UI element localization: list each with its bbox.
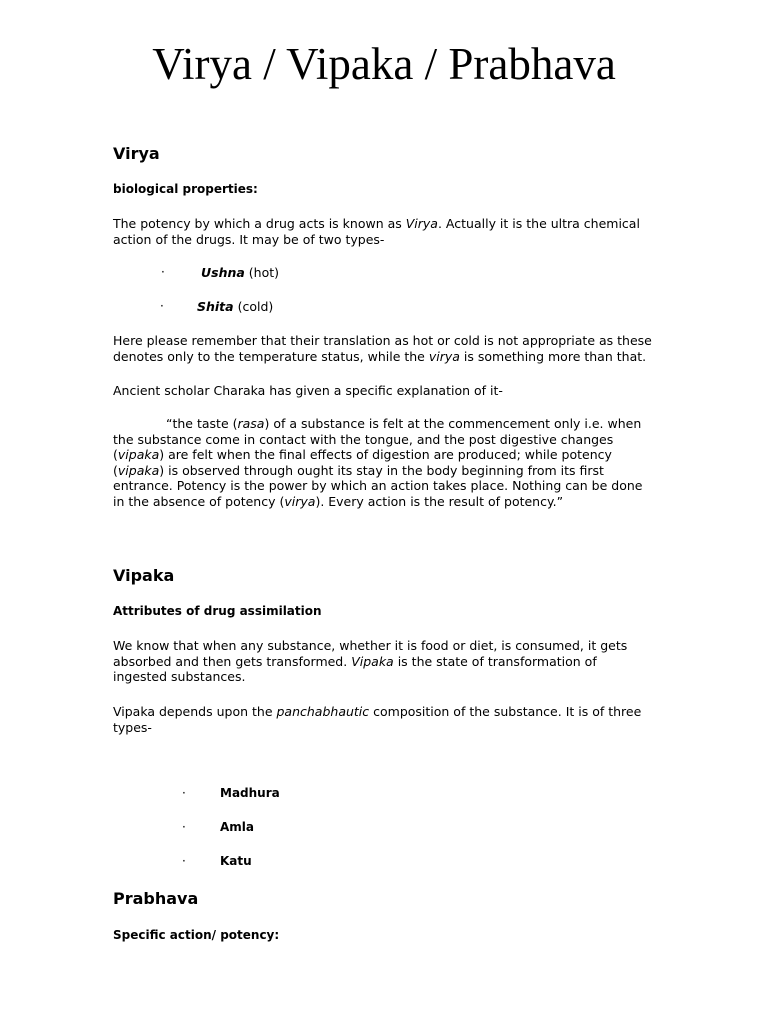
bullet-item-amla: Amla [220,820,255,834]
bullet-dot: · [160,299,164,313]
bullet-dot: · [182,786,186,800]
section-heading-virya: Virya [113,144,160,163]
paragraph-charaka-intro: Ancient scholar Charaka has given a specific explanation of it- [113,383,503,398]
bullet-item-shita: Shita (cold) [197,299,274,314]
paragraph-translation-note: Here please remember that their translation as hot or cold is not appropriate as these denotes only to the temperature status, while the virya is something more than that. [113,333,652,364]
paragraph-vipaka-types: Vipaka depends upon the panchabhautic composition of the substance. It is of three types- [113,704,642,735]
section-heading-prabhava: Prabhava [113,889,199,908]
charaka-quote: “the taste (rasa) of a substance is felt at the commencement only i.e. when the substance come in contact with the tongue, and the post digestive changes (vipaka) are felt when the final effects of digestion are produced; while potency (vipaka) is observed through ought its stay in the body beginning from its first entrance. Potency is the power by which an action takes place. Nothing can be done in the absence of potency (virya). Every action is the result of potency.” [113,416,643,509]
paragraph-virya-definition: The potency by which a drug acts is known as Virya. Actually it is the ultra chemical action of the drugs. It may be of two types- [113,216,640,247]
bullet-item-ushna: Ushna (hot) [201,265,280,280]
bullet-dot: · [182,854,186,868]
subheading-drug-assimilation: Attributes of drug assimilation [113,604,322,618]
paragraph-vipaka-definition: We know that when any substance, whether it is food or diet, is consumed, it gets absorbed and then gets transformed. Vipaka is the state of transformation of ingested substances. [113,638,628,685]
subheading-biological-properties: biological properties: [113,182,258,196]
bullet-item-madhura: Madhura [220,786,280,800]
bullet-dot: · [161,265,165,279]
subheading-specific-action: Specific action/ potency: [113,928,280,942]
page-title: Virya / Vipaka / Prabhava [152,39,616,89]
bullet-dot: · [182,820,186,834]
section-heading-vipaka: Vipaka [113,566,175,585]
bullet-item-katu: Katu [220,854,252,868]
